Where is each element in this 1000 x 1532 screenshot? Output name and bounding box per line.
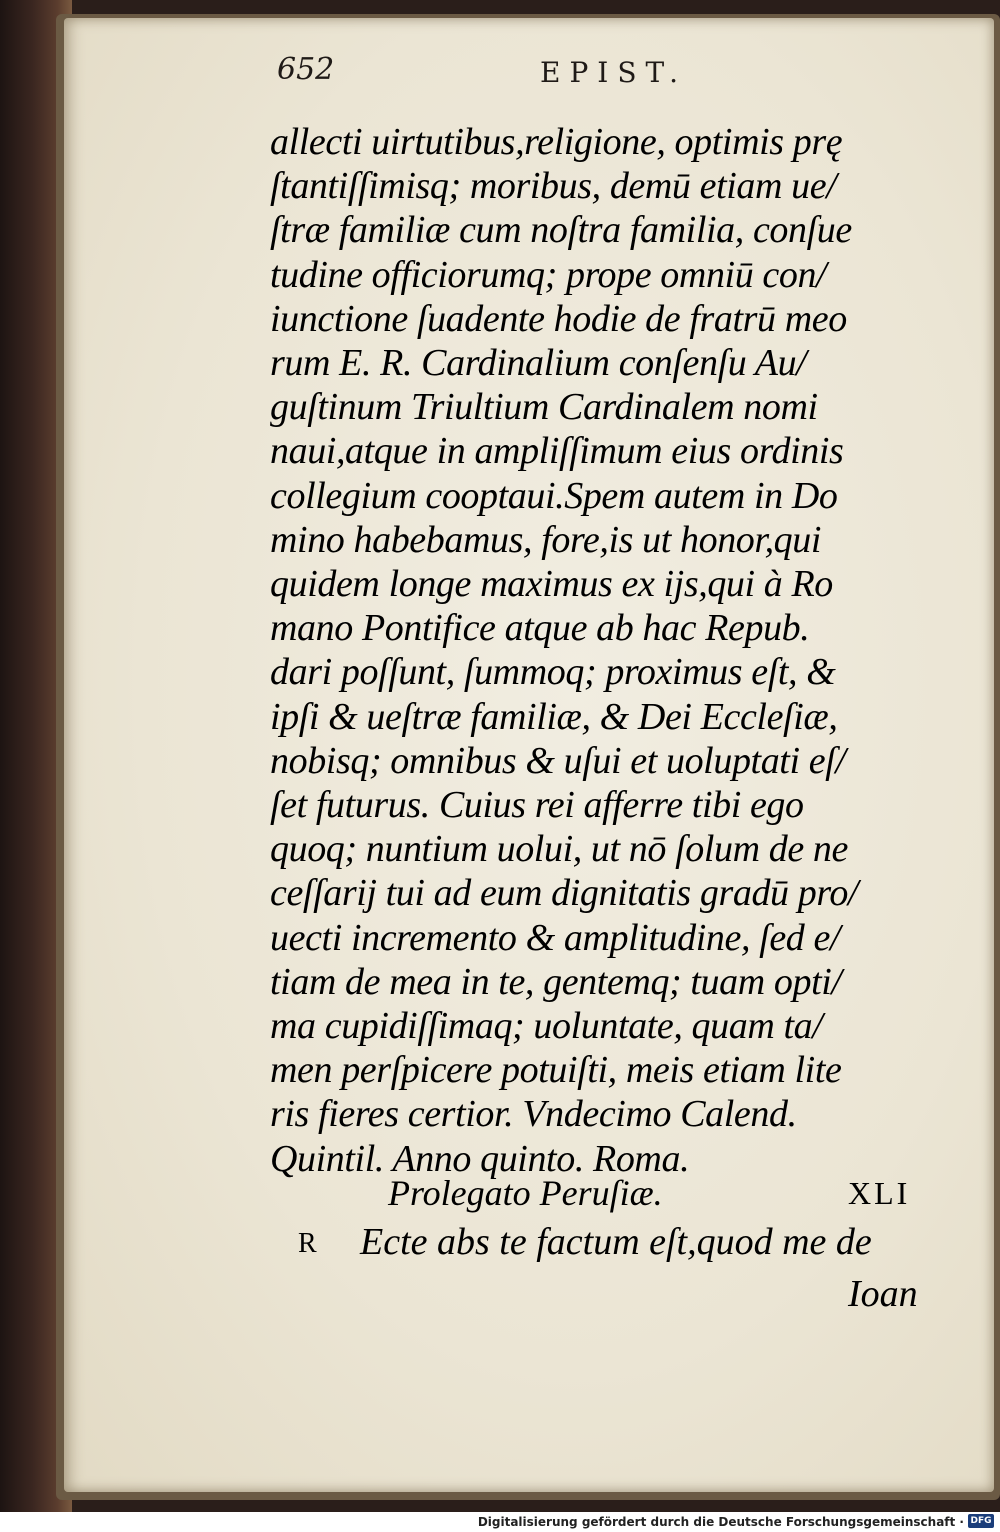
text-line: nobisq; omnibus & uſui et uoluptati eſ/ bbox=[270, 739, 846, 782]
letter-heading: Prolegato Peruſiæ. bbox=[388, 1173, 663, 1213]
text-line: ris fieres certior. Vndecimo Calend. bbox=[270, 1093, 797, 1136]
text-line: naui,atque in ampliſſimum eius ordinis bbox=[270, 430, 844, 473]
text-line: uecti incremento & amplitudine, ſed e/ bbox=[270, 916, 841, 959]
text-line: ma cupidiſſimaq; uoluntate, quam ta/ bbox=[270, 1005, 823, 1047]
running-head: EPIST. bbox=[540, 56, 687, 89]
text-line: tudine officiorumq; prope omniū con/ bbox=[270, 253, 827, 296]
letter-number: XLI bbox=[848, 1175, 911, 1211]
text-line: ceſſarij tui ad eum dignitatis gradū pro/ bbox=[270, 872, 859, 915]
text-line: tiam de mea in te, gentemq; tuam opti/ bbox=[270, 960, 842, 1003]
letter-first-line: Ecte abs te factum eſt,quod me de bbox=[360, 1221, 872, 1263]
text-line: guſtinum Triultium Cardinalem nomi bbox=[270, 386, 818, 429]
text-line: mano Pontifice atque ab hac Repub. bbox=[270, 607, 810, 650]
text-line: quoq; nuntium uolui, ut nō ſolum de ne bbox=[270, 828, 848, 871]
text-line: collegium cooptaui.Spem autem in Do bbox=[270, 474, 838, 517]
page-number: 652 bbox=[277, 52, 335, 87]
text-line: ſtantiſſimisq; moribus, demū etiam ue/ bbox=[270, 165, 837, 208]
page-text-block bbox=[205, 52, 935, 114]
text-line: rum E. R. Cardinalium conſenſu Au/ bbox=[270, 342, 807, 384]
text-line: quidem longe maximus ex ijs,qui à Ro bbox=[270, 563, 833, 605]
page-header bbox=[205, 52, 935, 114]
text-line: mino habebamus, fore,is ut honor,qui bbox=[270, 518, 822, 561]
text-line: iunctione ſuadente hodie de fratrū meo bbox=[270, 297, 847, 340]
drop-initial-placeholder: R bbox=[298, 1228, 317, 1259]
text-line: ſtræ familiæ cum noſtra familia, conſue bbox=[270, 209, 852, 252]
text-line: men perſpicere potuiſti, meis etiam lite bbox=[270, 1049, 842, 1092]
catchword: Ioan bbox=[848, 1273, 918, 1315]
text-line: dari poſſunt, ſummoq; proximus eſt, & bbox=[270, 651, 836, 694]
funding-credit: Digitalisierung gefördert durch die Deutsche Forschungsgemeinschaft · bbox=[477, 1515, 964, 1529]
text-line: Quintil. Anno quinto. Roma. bbox=[270, 1137, 690, 1180]
dfg-logo: DFG bbox=[968, 1514, 994, 1528]
text-line: ſet futurus. Cuius rei afferre tibi ego bbox=[270, 784, 804, 826]
text-line: allecti uirtutibus,religione, optimis prę bbox=[270, 121, 843, 163]
text-line: ipſi & ueſtræ familiæ, & Dei Eccleſiæ, bbox=[270, 695, 838, 738]
